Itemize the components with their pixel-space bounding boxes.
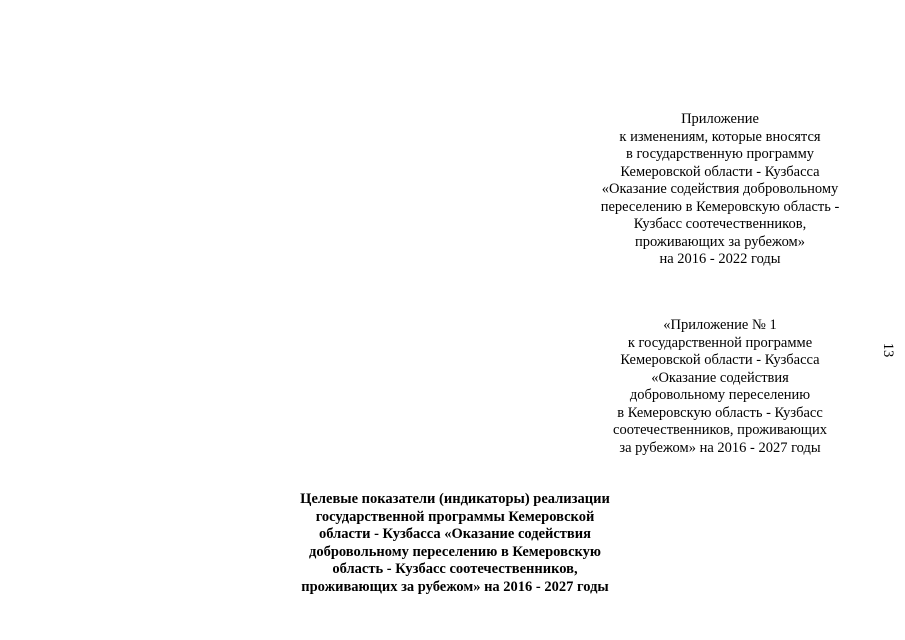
annex-1-header: [560, 317, 880, 457]
annex-1-line: «Оказание содействия: [651, 369, 789, 386]
title-line: области - Кузбасса «Оказание содействия: [319, 526, 591, 542]
title-line: добровольному переселению в Кемеровскую: [308, 543, 601, 560]
annex-1-line: к государственной программе: [627, 334, 813, 351]
document-title: [250, 491, 660, 596]
appendix-line: «Оказание содействия добровольному: [601, 181, 839, 197]
annex-1-line: добровольному переселению: [629, 387, 811, 403]
title-line: государственной программы Кемеровской: [315, 508, 595, 525]
annex-1-line: соотечественников, проживающих: [613, 422, 827, 438]
title-line: Целевые показатели (индикаторы) реализации: [300, 491, 610, 507]
page-number: 13: [880, 342, 896, 358]
title-line: проживающих за рубежом» на 2016 - 2027 годы: [301, 578, 609, 595]
appendix-line: к изменениям, которые вносятся: [619, 128, 821, 145]
appendix-line: на 2016 - 2022 годы: [659, 251, 781, 267]
appendix-line: Кузбасс соотечественников,: [633, 216, 807, 232]
annex-1-line: «Приложение № 1: [663, 317, 777, 333]
appendix-header: [560, 111, 880, 269]
appendix-line: Приложение: [681, 111, 759, 127]
appendix-line: Кемеровской области - Кузбасса: [620, 163, 820, 180]
annex-1-line: в Кемеровскую область - Кузбасс: [617, 404, 823, 421]
appendix-line: переселению в Кемеровскую область -: [600, 198, 840, 215]
annex-1-line: Кемеровской области - Кузбасса: [620, 352, 820, 368]
appendix-line: в государственную программу: [625, 146, 814, 162]
annex-1-line: за рубежом» на 2016 - 2027 годы: [619, 439, 821, 456]
title-line: область - Кузбасс соотечественников,: [332, 561, 578, 577]
appendix-line: проживающих за рубежом»: [635, 233, 805, 250]
